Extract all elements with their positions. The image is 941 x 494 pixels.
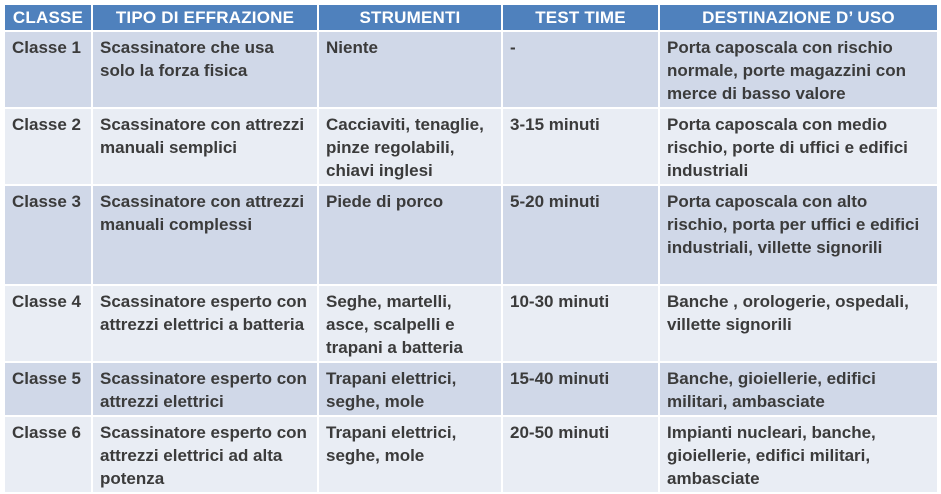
cell-tipo: Scassinatore con attrezzi manuali complessi <box>92 185 318 285</box>
cell-classe: Classe 3 <box>5 185 92 285</box>
table-row <box>5 31 937 108</box>
cell-test-time: 5-20 minuti <box>502 185 659 285</box>
header-destinazione-uso: DESTINAZIONE D’ USO <box>659 5 937 31</box>
cell-strumenti: Seghe, martelli, asce, scalpelli e trapani a batteria <box>318 285 502 362</box>
header-strumenti: STRUMENTI <box>318 5 502 31</box>
cell-destinazione: Porta caposcala con alto rischio, porta per uffici e edifici industriali, villette signorili <box>659 185 937 285</box>
cell-strumenti: Niente <box>318 31 502 108</box>
cell-strumenti: Piede di porco <box>318 185 502 285</box>
table-header <box>5 5 937 31</box>
header-classe: CLASSE <box>5 5 92 31</box>
cell-test-time: - <box>502 31 659 108</box>
header-row <box>5 5 937 31</box>
cell-destinazione: Banche, gioiellerie, edifici militari, ambasciate <box>659 362 937 416</box>
header-test-time: TEST TIME <box>502 5 659 31</box>
cell-classe: Classe 1 <box>5 31 92 108</box>
cell-test-time: 15-40 minuti <box>502 362 659 416</box>
cell-test-time: 3-15 minuti <box>502 108 659 185</box>
cell-destinazione: Porta caposcala con medio rischio, porte di uffici e edifici industriali <box>659 108 937 185</box>
security-classes-table <box>5 5 937 494</box>
header-tipo-di-effrazione: TIPO DI EFFRAZIONE <box>92 5 318 31</box>
cell-destinazione: Impianti nucleari, banche, gioiellerie, edifici militari, ambasciate <box>659 416 937 493</box>
table-row <box>5 416 937 493</box>
table-body <box>5 31 937 493</box>
cell-classe: Classe 2 <box>5 108 92 185</box>
cell-tipo: Scassinatore con attrezzi manuali semplici <box>92 108 318 185</box>
cell-destinazione: Porta caposcala con rischio normale, porte magazzini con merce di basso valore <box>659 31 937 108</box>
cell-test-time: 10-30 minuti <box>502 285 659 362</box>
cell-tipo: Scassinatore che usa solo la forza fisica <box>92 31 318 108</box>
table-row <box>5 108 937 185</box>
cell-strumenti: Cacciaviti, tenaglie, pinze regolabili, chiavi inglesi <box>318 108 502 185</box>
cell-destinazione: Banche , orologerie, ospedali, villette signorili <box>659 285 937 362</box>
table-row <box>5 285 937 362</box>
cell-classe: Classe 6 <box>5 416 92 493</box>
cell-tipo: Scassinatore esperto con attrezzi elettrici ad alta potenza <box>92 416 318 493</box>
cell-tipo: Scassinatore esperto con attrezzi elettrici <box>92 362 318 416</box>
cell-strumenti: Trapani elettrici, seghe, mole <box>318 362 502 416</box>
table-row <box>5 362 937 416</box>
cell-strumenti: Trapani elettrici, seghe, mole <box>318 416 502 493</box>
table-row <box>5 185 937 285</box>
security-classes-table-container <box>5 5 937 494</box>
cell-tipo: Scassinatore esperto con attrezzi elettrici a batteria <box>92 285 318 362</box>
cell-test-time: 20-50 minuti <box>502 416 659 493</box>
cell-classe: Classe 5 <box>5 362 92 416</box>
cell-classe: Classe 4 <box>5 285 92 362</box>
